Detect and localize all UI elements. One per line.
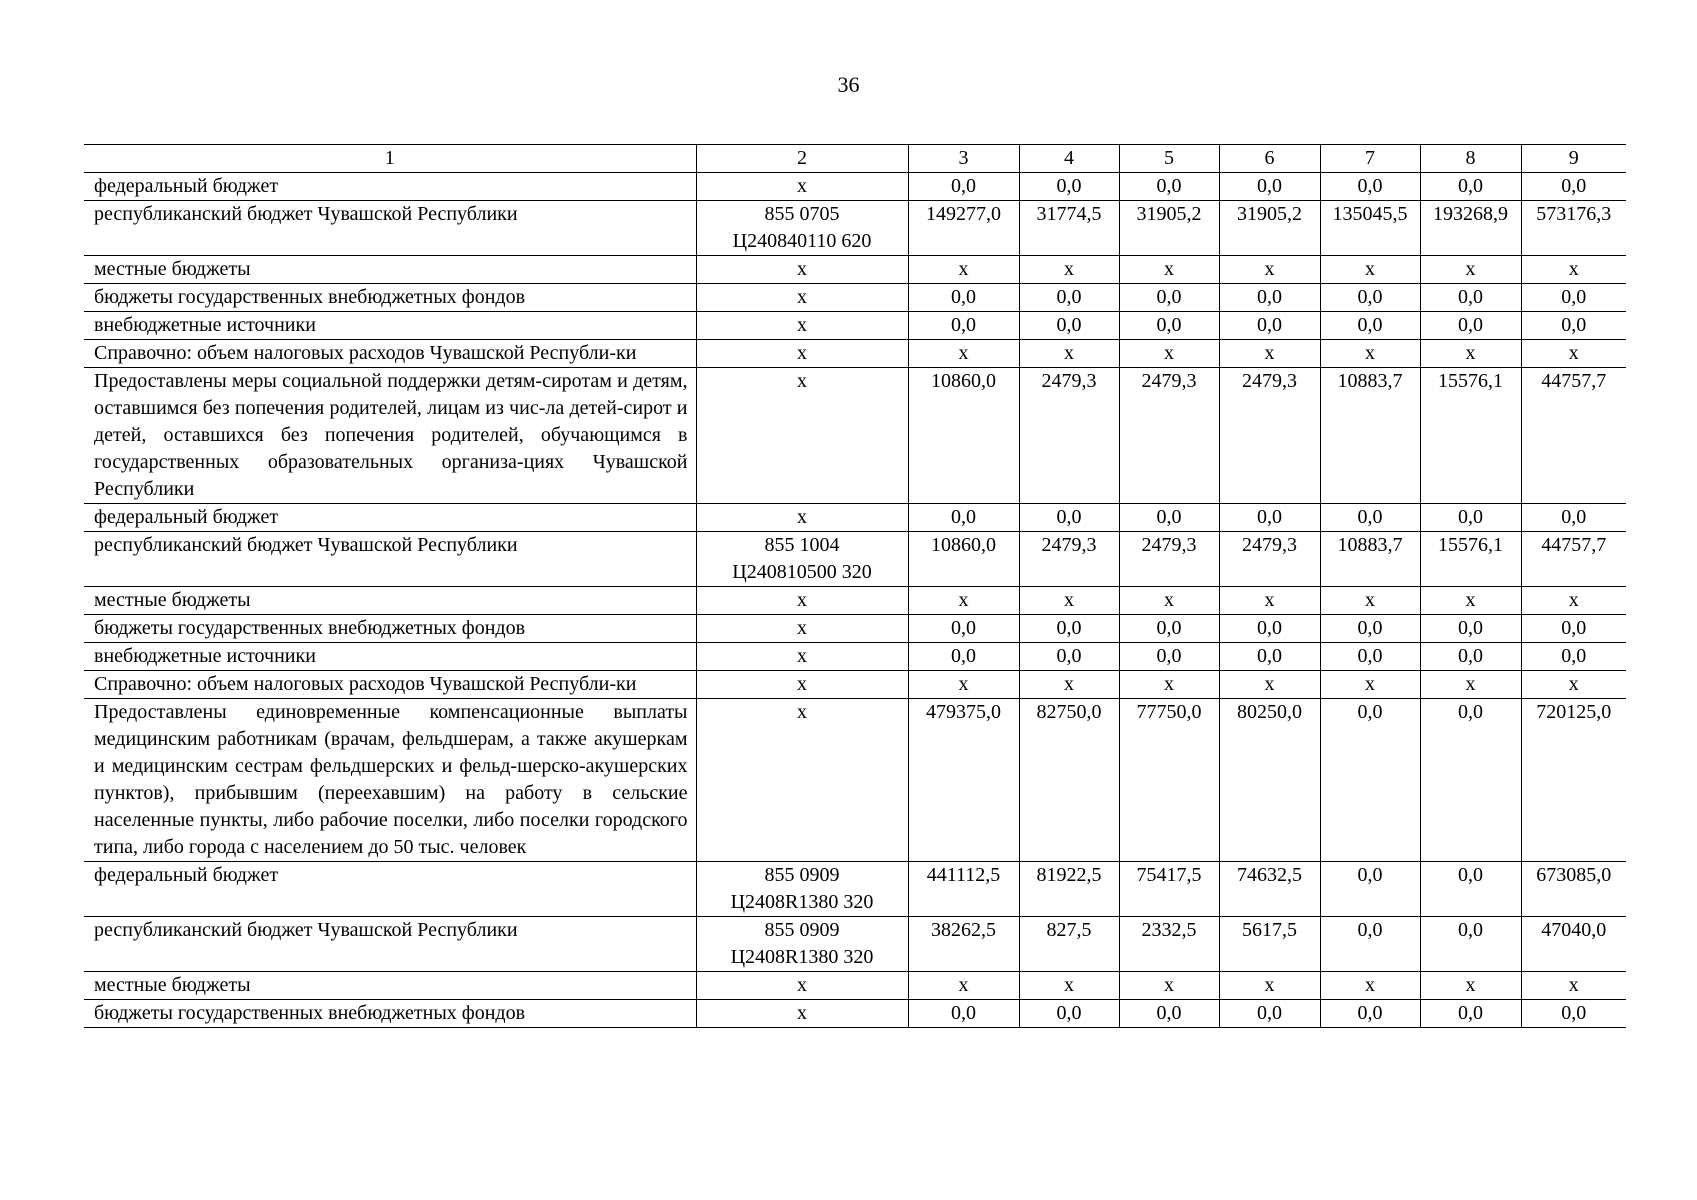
value-cell: x (1119, 340, 1219, 368)
value-cell: 0,0 (1320, 1000, 1420, 1028)
value-cell: x (1521, 340, 1626, 368)
budget-code-line: Ц2408R1380 320 (730, 891, 874, 913)
table-row (84, 504, 1626, 532)
budget-code-cell (696, 587, 908, 615)
budget-code-line: x (797, 701, 807, 723)
value-cell: x (1320, 972, 1420, 1000)
budget-code-line: 855 0909 (764, 864, 840, 886)
table-row (84, 532, 1626, 587)
budget-code-cell (696, 532, 908, 587)
value-cell: 31905,2 (1219, 201, 1320, 256)
value-cell: 10883,7 (1320, 368, 1420, 504)
value-cell: 0,0 (1219, 615, 1320, 643)
header-cell: 6 (1219, 145, 1320, 173)
budget-code-line: x (797, 370, 807, 392)
value-cell: 0,0 (1420, 284, 1521, 312)
value-cell: 0,0 (908, 1000, 1019, 1028)
value-cell: 0,0 (1320, 173, 1420, 201)
row-label: Справочно: объем налоговых расходов Чувашской Республи-ки (84, 671, 696, 699)
header-cell: 4 (1019, 145, 1119, 173)
value-cell: x (1119, 972, 1219, 1000)
value-cell: 2479,3 (1019, 532, 1119, 587)
value-cell: 0,0 (1019, 1000, 1119, 1028)
budget-code-cell (696, 862, 908, 917)
value-cell: 0,0 (1019, 312, 1119, 340)
value-cell: 0,0 (908, 504, 1019, 532)
value-cell: x (1219, 256, 1320, 284)
value-cell: 827,5 (1019, 917, 1119, 972)
row-label: местные бюджеты (84, 256, 696, 284)
value-cell: 0,0 (1320, 615, 1420, 643)
value-cell: x (1219, 671, 1320, 699)
value-cell: 2332,5 (1119, 917, 1219, 972)
value-cell: x (1219, 340, 1320, 368)
budget-code-line: x (797, 175, 807, 197)
value-cell: 81922,5 (1019, 862, 1119, 917)
value-cell: 0,0 (1219, 312, 1320, 340)
value-cell: 479375,0 (908, 699, 1019, 862)
value-cell: 720125,0 (1521, 699, 1626, 862)
budget-code-cell (696, 917, 908, 972)
row-label: федеральный бюджет (84, 173, 696, 201)
value-cell: 2479,3 (1219, 368, 1320, 504)
table-row (84, 284, 1626, 312)
value-cell: 0,0 (1420, 173, 1521, 201)
value-cell: 0,0 (1019, 615, 1119, 643)
value-cell: 0,0 (1521, 312, 1626, 340)
row-label: республиканский бюджет Чувашской Республики (84, 917, 696, 972)
value-cell: 0,0 (908, 173, 1019, 201)
table-row (84, 699, 1626, 862)
value-cell: 80250,0 (1219, 699, 1320, 862)
budget-code-cell (696, 284, 908, 312)
budget-code-line: x (797, 342, 807, 364)
value-cell: 0,0 (1219, 643, 1320, 671)
table-row (84, 201, 1626, 256)
row-label: республиканский бюджет Чувашской Республики (84, 532, 696, 587)
budget-table (84, 144, 1626, 1028)
table-row (84, 340, 1626, 368)
value-cell: 75417,5 (1119, 862, 1219, 917)
row-label: бюджеты государственных внебюджетных фондов (84, 284, 696, 312)
value-cell: 5617,5 (1219, 917, 1320, 972)
budget-code-line: Ц240840110 620 (732, 230, 872, 252)
value-cell: 573176,3 (1521, 201, 1626, 256)
value-cell: 82750,0 (1019, 699, 1119, 862)
value-cell: 0,0 (1320, 862, 1420, 917)
value-cell: 47040,0 (1521, 917, 1626, 972)
budget-code-cell (696, 368, 908, 504)
value-cell: 0,0 (1119, 173, 1219, 201)
value-cell: 0,0 (1521, 615, 1626, 643)
value-cell: 10860,0 (908, 368, 1019, 504)
value-cell: 15576,1 (1420, 368, 1521, 504)
value-cell: x (1420, 972, 1521, 1000)
value-cell: 0,0 (1119, 312, 1219, 340)
header-cell: 8 (1420, 145, 1521, 173)
value-cell: 0,0 (908, 643, 1019, 671)
value-cell: x (1420, 256, 1521, 284)
budget-code-cell (696, 615, 908, 643)
header-cell: 3 (908, 145, 1019, 173)
value-cell: 10883,7 (1320, 532, 1420, 587)
value-cell: 193268,9 (1420, 201, 1521, 256)
value-cell: 2479,3 (1119, 368, 1219, 504)
value-cell: x (1019, 972, 1119, 1000)
value-cell: 0,0 (1019, 643, 1119, 671)
value-cell: 149277,0 (908, 201, 1019, 256)
row-label: Предоставлены меры социальной поддержки детям-сиротам и детям, оставшимся без попечения родителей, лицам из чис-ла детей-сирот и детей, оставшихся без попечения родителей, обучающимся в государственных образовательных организа-циях Чувашской Республики (84, 368, 696, 504)
value-cell: 0,0 (1521, 1000, 1626, 1028)
value-cell: 673085,0 (1521, 862, 1626, 917)
value-cell: 0,0 (1219, 284, 1320, 312)
value-cell: 0,0 (1420, 504, 1521, 532)
table-row (84, 173, 1626, 201)
value-cell: x (1320, 587, 1420, 615)
budget-code-line: x (797, 286, 807, 308)
value-cell: x (908, 256, 1019, 284)
value-cell: 15576,1 (1420, 532, 1521, 587)
budget-code-cell (696, 972, 908, 1000)
value-cell: 31905,2 (1119, 201, 1219, 256)
value-cell: 441112,5 (908, 862, 1019, 917)
table-row (84, 917, 1626, 972)
value-cell: 44757,7 (1521, 368, 1626, 504)
budget-code-line: Ц240810500 320 (732, 561, 872, 583)
table-row (84, 587, 1626, 615)
value-cell: 77750,0 (1119, 699, 1219, 862)
budget-code-cell (696, 256, 908, 284)
value-cell: 0,0 (1320, 312, 1420, 340)
value-cell: x (1019, 340, 1119, 368)
row-label: местные бюджеты (84, 587, 696, 615)
value-cell: 10860,0 (908, 532, 1019, 587)
budget-code-cell (696, 504, 908, 532)
header-cell: 5 (1119, 145, 1219, 173)
row-label: бюджеты государственных внебюджетных фондов (84, 1000, 696, 1028)
value-cell: x (1420, 340, 1521, 368)
budget-code-cell (696, 1000, 908, 1028)
row-label: Предоставлены единовременные компенсационные выплаты медицинским работникам (врачам, фельдшерам, а также акушеркам и медицинским сестрам фельдшерских и фельд-шерско-акушерских пунктов), прибывшим (переехавшим) на работу в сельские населенные пункты, либо рабочие поселки, либо поселки городского типа, либо города с населением до 50 тыс. человек (84, 699, 696, 862)
header-cell: 7 (1320, 145, 1420, 173)
value-cell: x (1019, 671, 1119, 699)
value-cell: 135045,5 (1320, 201, 1420, 256)
value-cell: x (1119, 587, 1219, 615)
value-cell: 0,0 (1119, 615, 1219, 643)
value-cell: 0,0 (1320, 917, 1420, 972)
value-cell: x (908, 671, 1019, 699)
value-cell: 0,0 (908, 615, 1019, 643)
value-cell: 2479,3 (1019, 368, 1119, 504)
row-label: бюджеты государственных внебюджетных фондов (84, 615, 696, 643)
budget-code-cell (696, 173, 908, 201)
budget-code-cell (696, 312, 908, 340)
budget-code-line: x (797, 1002, 807, 1024)
value-cell: x (1219, 587, 1320, 615)
value-cell: 0,0 (1420, 643, 1521, 671)
table-row (84, 615, 1626, 643)
budget-code-line: 855 0909 (764, 919, 840, 941)
budget-code-cell (696, 201, 908, 256)
budget-code-line: x (797, 314, 807, 336)
row-label: федеральный бюджет (84, 504, 696, 532)
budget-code-line: 855 1004 (764, 534, 840, 556)
value-cell: x (1521, 256, 1626, 284)
value-cell: x (1320, 340, 1420, 368)
header-cell: 1 (84, 145, 696, 173)
value-cell: 0,0 (1320, 504, 1420, 532)
value-cell: x (1521, 972, 1626, 1000)
value-cell: x (1019, 256, 1119, 284)
value-cell: 74632,5 (1219, 862, 1320, 917)
value-cell: 0,0 (1420, 1000, 1521, 1028)
value-cell: 0,0 (908, 312, 1019, 340)
value-cell: 0,0 (1019, 284, 1119, 312)
value-cell: x (1420, 587, 1521, 615)
budget-code-line: x (797, 506, 807, 528)
value-cell: 0,0 (1119, 284, 1219, 312)
table-row (84, 1000, 1626, 1028)
row-label: республиканский бюджет Чувашской Республики (84, 201, 696, 256)
value-cell: 0,0 (1119, 1000, 1219, 1028)
value-cell: 0,0 (1420, 917, 1521, 972)
budget-code-line: x (797, 974, 807, 996)
value-cell: 0,0 (1119, 643, 1219, 671)
row-label: местные бюджеты (84, 972, 696, 1000)
budget-code-line: x (797, 645, 807, 667)
value-cell: 2479,3 (1219, 532, 1320, 587)
value-cell: 0,0 (1521, 504, 1626, 532)
value-cell: 0,0 (908, 284, 1019, 312)
budget-code-line: x (797, 589, 807, 611)
row-label: внебюджетные источники (84, 312, 696, 340)
table-row (84, 671, 1626, 699)
value-cell: 0,0 (1219, 504, 1320, 532)
value-cell: x (1119, 671, 1219, 699)
table-row (84, 972, 1626, 1000)
value-cell: x (1521, 671, 1626, 699)
budget-code-cell (696, 699, 908, 862)
row-label: Справочно: объем налоговых расходов Чувашской Республи-ки (84, 340, 696, 368)
value-cell: 0,0 (1420, 699, 1521, 862)
value-cell: 0,0 (1521, 173, 1626, 201)
value-cell: 0,0 (1420, 312, 1521, 340)
value-cell: 38262,5 (908, 917, 1019, 972)
value-cell: x (908, 587, 1019, 615)
budget-code-line: 855 0705 (764, 203, 840, 225)
row-label: внебюджетные источники (84, 643, 696, 671)
budget-code-line: x (797, 673, 807, 695)
value-cell: x (1019, 587, 1119, 615)
budget-code-line: x (797, 617, 807, 639)
page-number: 36 (837, 72, 860, 97)
value-cell: 0,0 (1420, 862, 1521, 917)
value-cell: x (1320, 256, 1420, 284)
table-body (84, 145, 1626, 1028)
table-row (84, 312, 1626, 340)
value-cell: 0,0 (1219, 1000, 1320, 1028)
budget-code-line: Ц2408R1380 320 (730, 946, 874, 968)
value-cell: x (1521, 587, 1626, 615)
value-cell: x (908, 340, 1019, 368)
value-cell: 2479,3 (1119, 532, 1219, 587)
value-cell: 31774,5 (1019, 201, 1119, 256)
value-cell: x (1320, 671, 1420, 699)
value-cell: x (1119, 256, 1219, 284)
header-cell: 9 (1521, 145, 1626, 173)
value-cell: x (908, 972, 1019, 1000)
table-row (84, 368, 1626, 504)
value-cell: 0,0 (1219, 173, 1320, 201)
row-label: федеральный бюджет (84, 862, 696, 917)
value-cell: x (1219, 972, 1320, 1000)
value-cell: 0,0 (1521, 284, 1626, 312)
value-cell: 0,0 (1019, 504, 1119, 532)
value-cell: x (1420, 671, 1521, 699)
value-cell: 0,0 (1019, 173, 1119, 201)
table-row (84, 256, 1626, 284)
value-cell: 0,0 (1320, 699, 1420, 862)
header-cell: 2 (696, 145, 908, 173)
budget-code-cell (696, 340, 908, 368)
budget-code-cell (696, 671, 908, 699)
value-cell: 0,0 (1521, 643, 1626, 671)
budget-code-cell (696, 643, 908, 671)
table-row (84, 643, 1626, 671)
budget-code-line: x (797, 258, 807, 280)
header-row (84, 145, 1626, 173)
value-cell: 0,0 (1320, 643, 1420, 671)
value-cell: 0,0 (1420, 615, 1521, 643)
table-row (84, 862, 1626, 917)
value-cell: 0,0 (1119, 504, 1219, 532)
value-cell: 44757,7 (1521, 532, 1626, 587)
value-cell: 0,0 (1320, 284, 1420, 312)
